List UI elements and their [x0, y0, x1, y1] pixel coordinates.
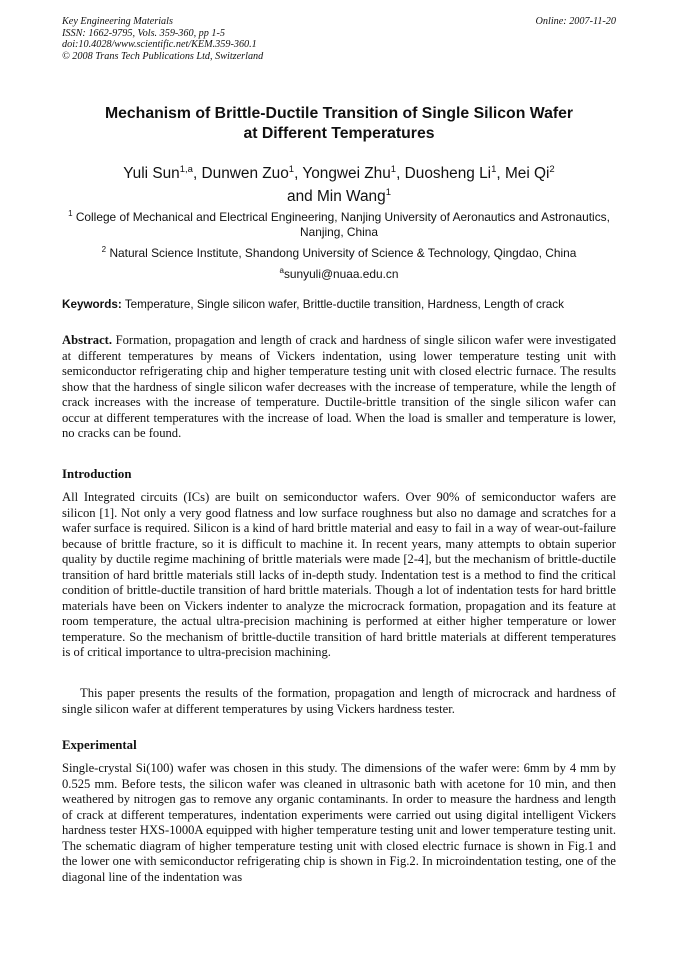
title-line-2: at Different Temperatures — [243, 125, 435, 142]
affiliation-text: Natural Science Institute, Shandong University of Science & Technology, Qingdao, China — [109, 245, 577, 260]
section-heading-introduction: Introduction — [62, 467, 132, 481]
experimental-paragraph-1: Single-crystal Si(100) wafer was chosen in this study. The dimensions of the wafer were: 6mm by 4 mm by 0.525 mm. Before tests, the silicon wafer was cleaned in ultrasonic bath with acetone for 10 min, and then weathered by nitrogen gas to remove any organic contaminants. In order to measure the hardness and length of crack at different temperatures, indentation experiments were carried out using digital intelligent Vickers hardness tester HXS-1000A equipped with higher temperature testing unit and lower temperature testing unit. The schematic diagram of higher temperature testing unit with closed electric furnace is shown in Fig.1 and the lower one with semiconductor refrigerating chip is shown in Fig.2. In microindentation testing, one of the diagonal line of the indentation was — [62, 761, 616, 884]
author-name: and Min Wang — [287, 188, 386, 206]
authors-line-2 — [62, 183, 616, 206]
keywords — [62, 297, 622, 312]
author-name: Duosheng Li — [404, 165, 492, 183]
section-heading-experimental: Experimental — [62, 738, 137, 752]
author-name: Dunwen Zuo — [201, 165, 289, 183]
author-affil-mark: 1 — [288, 164, 295, 175]
copyright-line: © 2008 Trans Tech Publications Ltd, Switzerland — [62, 50, 264, 62]
author-name: Yongwei Zhu — [302, 165, 391, 183]
affiliation-1 — [62, 206, 616, 241]
introduction-paragraph-1: All Integrated circuits (ICs) are built on semiconductor wafers. Over 90% of semiconductor wafers are silicon [1]. Not only a very good flatness and low surface roughness but also no damage and scratches for a wafer surface is required. Silicon is a kind of hard brittle material and easy to fail in a way of wear-out-failure because of brittle fracture, so it is difficult to machine it. In recent years, many attempts to obtain superior quality by ductile regime machining of brittle materials were made [2-4], but the mechanism of brittle-ductile transition of hard brittle materials still lacks of in-depth study. Indentation test is a method to find the critical condition of brittle-ductile transition of hard brittle materials. Though a lot of indentation tests for hard brittle materials have been on Vickers indenter to analyze the microcrack formation, propagation and its feature at room temperature, the actual ultra-precision machining is performed at either higher temperature or lower temperature. So the mechanism of brittle-ductile transition of hard brittle materials at different temperatures is of critical importance to ultra-precision machining. — [62, 490, 616, 660]
authors-line-1: Yuli Sun$^{1,a}$, Dunwen Zuo$^1$, Yongwei Zhu$^1$, Duosheng Li$^1$, Mei Qi$^2$ — [123, 164, 555, 183]
title-line-1: Mechanism of Brittle-Ductile Transition of Single Silicon Wafer — [104, 105, 574, 122]
page-header — [62, 16, 616, 62]
author-list — [62, 160, 616, 206]
abstract-label: Abstract. — [62, 333, 113, 347]
author-affil-mark: 1 — [385, 187, 391, 199]
author-affil-mark: 2 — [549, 164, 555, 175]
keywords-text: Temperature, Single silicon wafer, Brittle-ductile transition, Hardness, Length of crack — [124, 298, 564, 311]
affiliation-text: College of Mechanical and Electrical Engineering, Nanjing University of Aeronautics and Astronautics, Nanjing, China — [75, 209, 610, 240]
affiliation-mark: 2 — [101, 245, 107, 254]
author-affil-mark: 1,a — [179, 164, 193, 175]
issn-line: ISSN: 1662-9795, Vols. 359-360, pp 1-5 — [62, 27, 225, 39]
abstract-text: Formation, propagation and length of crack and hardness of single silicon wafer were investigated at different temperatures by means of Vickers indentation, using lower temperature testing unit with semiconductor refrigerating chip and higher temperature testing unit with closed electric furnace. The results show that the hardness of single silicon wafer decreases with the increase of temperature, while the length of crack increases with the increase of temperature. Ductile-brittle transition of the single silicon wafer can occur at different temperatures with the increase of load. When the load is smaller and temperature is lower, no cracks can be found. — [62, 333, 616, 441]
author-name: Mei Qi — [504, 165, 550, 183]
online-date: Online: 2007-11-20 — [535, 16, 616, 27]
author-affil-mark: 1 — [390, 164, 397, 175]
affiliation-mark: 1 — [68, 209, 73, 218]
email-address: sunyuli@nuaa.edu.cn — [283, 266, 399, 281]
contact-email — [62, 263, 616, 282]
author-name: Yuli Sun — [123, 165, 180, 183]
author-affil-mark: 1 — [491, 164, 497, 175]
abstract — [62, 333, 616, 442]
introduction-paragraph-2: This paper presents the results of the formation, propagation and length of microcrack and hardness of single silicon wafer at different temperatures by using Vickers hardness tester. — [62, 686, 616, 716]
keywords-label: Keywords: — [62, 298, 122, 311]
paper-title — [62, 104, 616, 144]
doi-line: doi:10.4028/www.scientific.net/KEM.359-360.1 — [62, 39, 257, 51]
affiliation-2 — [62, 242, 616, 261]
email-mark: a — [279, 266, 284, 275]
journal-name: Key Engineering Materials — [62, 16, 173, 27]
